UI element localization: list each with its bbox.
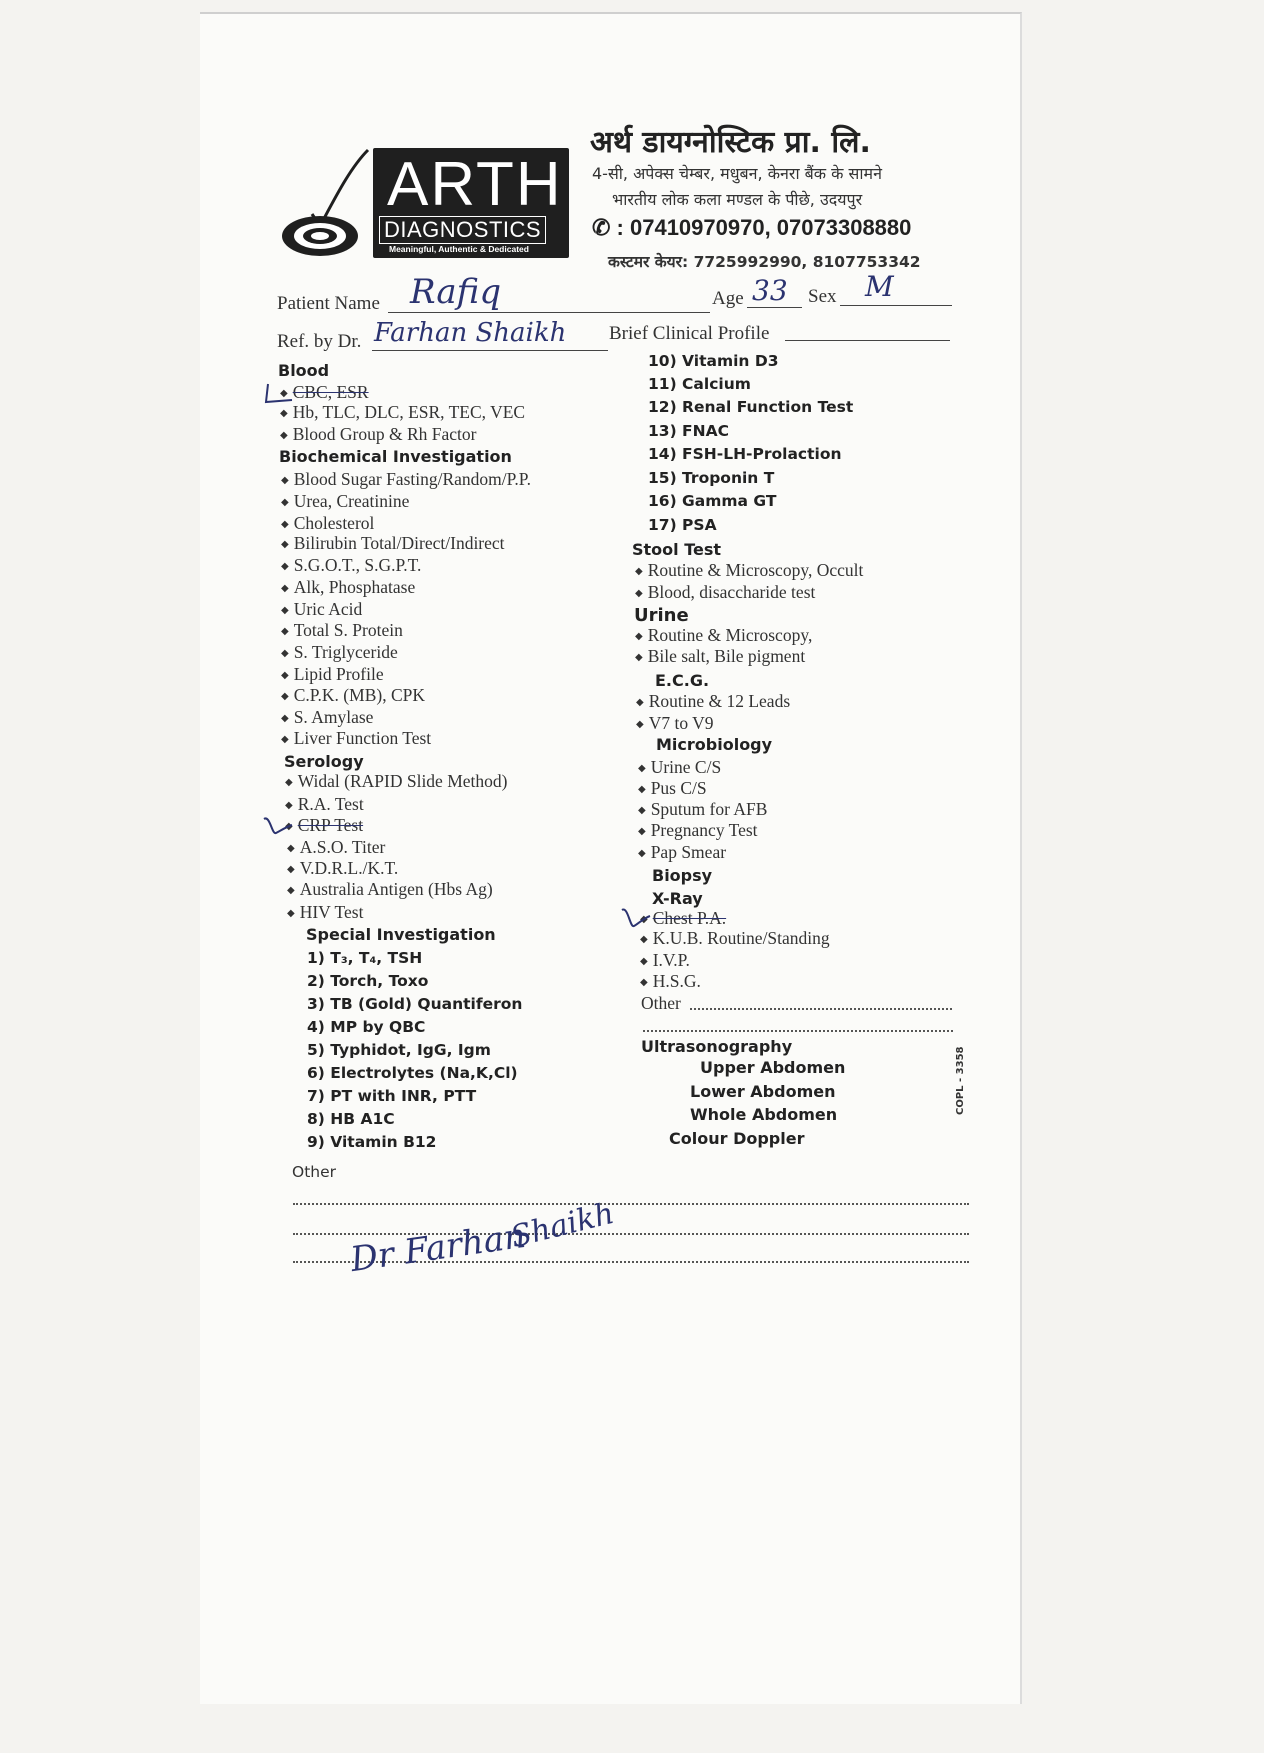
ref-doctor-value: Farhan Shaikh — [374, 318, 567, 348]
logo-tagline: Meaningful, Authentic & Dedicated — [389, 244, 529, 254]
special-1[interactable]: 1) T₃, T₄, TSH — [307, 949, 423, 967]
clinical-profile-label: Brief Clinical Profile — [609, 323, 770, 344]
section-xray: X-Ray — [652, 889, 703, 908]
age-label: Age — [712, 288, 744, 309]
special-12[interactable]: 12) Renal Function Test — [648, 398, 854, 416]
special-10[interactable]: 10) Vitamin D3 — [648, 352, 779, 370]
logo-emblem-icon — [280, 148, 375, 260]
usg-lower-abdomen[interactable]: Lower Abdomen — [690, 1082, 836, 1101]
test-ivp[interactable]: ◆ I.V.P. — [640, 950, 690, 970]
special-16[interactable]: 16) Gamma GT — [648, 492, 777, 510]
test-urea[interactable]: ◆ Urea, Creatinine — [281, 491, 410, 511]
age-value: 33 — [752, 274, 788, 307]
section-special: Special Investigation — [306, 925, 496, 944]
sex-label: Sex — [808, 286, 837, 307]
test-uric-acid[interactable]: ◆ Uric Acid — [281, 599, 363, 619]
special-4[interactable]: 4) MP by QBC — [307, 1018, 426, 1036]
section-ultrasonography: Ultrasonography — [641, 1037, 793, 1056]
section-microbiology: Microbiology — [656, 735, 773, 754]
special-6[interactable]: 6) Electrolytes (Na,K,Cl) — [307, 1064, 518, 1082]
test-bile-salt[interactable]: ◆ Bile salt, Bile pigment — [635, 646, 806, 666]
test-widal[interactable]: ◆ Widal (RAPID Slide Method) — [285, 771, 508, 791]
clinical-profile-line — [785, 340, 950, 341]
xray-other-line-1[interactable] — [690, 1008, 952, 1010]
test-v7-v9[interactable]: ◆ V7 to V9 — [636, 713, 714, 733]
test-crp[interactable]: ◆ CRP Test — [285, 815, 364, 835]
address-line-2: भारतीय लोक कला मण्डल के पीछे, उदयपुर — [612, 190, 863, 209]
other-line-1[interactable] — [293, 1203, 969, 1205]
signature-line-1: Dr Farhan — [348, 1215, 529, 1281]
special-14[interactable]: 14) FSH-LH-Prolaction — [648, 445, 842, 463]
patient-name-line — [388, 312, 710, 313]
section-biochemical: Biochemical Investigation — [279, 447, 512, 466]
test-urine-routine[interactable]: ◆ Routine & Microscopy, — [635, 625, 813, 645]
special-11[interactable]: 11) Calcium — [648, 375, 751, 393]
test-cpk[interactable]: ◆ C.P.K. (MB), CPK — [281, 685, 425, 705]
other-label: Other — [292, 1163, 337, 1181]
test-pregnancy[interactable]: ◆ Pregnancy Test — [638, 820, 758, 840]
sex-line — [840, 305, 952, 306]
test-triglyceride[interactable]: ◆ S. Triglyceride — [281, 642, 398, 662]
test-stool-blood[interactable]: ◆ Blood, disaccharide test — [635, 582, 816, 602]
special-7[interactable]: 7) PT with INR, PTT — [307, 1087, 477, 1105]
section-urine: Urine — [634, 605, 689, 626]
ref-doctor-label: Ref. by Dr. — [277, 331, 362, 352]
test-ecg-routine[interactable]: ◆ Routine & 12 Leads — [636, 691, 791, 711]
test-chest-pa[interactable]: ◆ Chest P.A. — [640, 908, 727, 928]
logo — [373, 148, 569, 258]
special-13[interactable]: 13) FNAC — [648, 422, 729, 440]
test-sgot[interactable]: ◆ S.G.O.T., S.G.P.T. — [281, 555, 422, 575]
test-hiv[interactable]: ◆ HIV Test — [287, 902, 364, 922]
test-aso[interactable]: ◆ A.S.O. Titer — [287, 837, 386, 857]
test-pap-smear[interactable]: ◆ Pap Smear — [638, 842, 727, 862]
test-lft[interactable]: ◆ Liver Function Test — [281, 728, 432, 748]
usg-whole-abdomen[interactable]: Whole Abdomen — [690, 1105, 838, 1124]
address-line-1: 4-सी, अपेक्स चेम्बर, मधुबन, केनरा बैंक के सामने — [592, 164, 882, 183]
tick-mark-icon — [262, 382, 296, 406]
customer-care: कस्टमर केयर: 7725992990, 8107753342 — [608, 253, 921, 271]
test-cbc-esr[interactable]: ◆ CBC, ESR — [280, 382, 369, 402]
usg-upper-abdomen[interactable]: Upper Abdomen — [700, 1058, 846, 1077]
logo-subtitle: DIAGNOSTICS — [379, 216, 546, 244]
special-2[interactable]: 2) Torch, Toxo — [307, 972, 429, 990]
test-australia-antigen[interactable]: ◆ Australia Antigen (Hbs Ag) — [287, 879, 493, 899]
test-urine-cs[interactable]: ◆ Urine C/S — [638, 757, 722, 777]
section-stool: Stool Test — [632, 540, 722, 559]
special-9[interactable]: 9) Vitamin B12 — [307, 1133, 437, 1151]
tick-mark-icon — [262, 815, 296, 839]
signature-line-2: Shaikh — [507, 1195, 618, 1256]
test-ra[interactable]: ◆ R.A. Test — [285, 794, 364, 814]
xray-other-label: Other — [641, 993, 681, 1013]
ref-doctor-line — [372, 350, 608, 351]
test-bilirubin[interactable]: ◆ Bilirubin Total/Direct/Indirect — [281, 533, 505, 553]
section-blood: Blood — [278, 361, 330, 380]
test-sputum-afb[interactable]: ◆ Sputum for AFB — [638, 799, 768, 819]
patient-name-label: Patient Name — [277, 293, 380, 314]
test-blood-sugar[interactable]: ◆ Blood Sugar Fasting/Random/P.P. — [281, 469, 531, 489]
special-3[interactable]: 3) TB (Gold) Quantiferon — [307, 995, 523, 1013]
special-8[interactable]: 8) HB A1C — [307, 1110, 395, 1128]
special-17[interactable]: 17) PSA — [648, 516, 717, 534]
sex-value: M — [865, 270, 894, 303]
special-15[interactable]: 15) Troponin T — [648, 469, 775, 487]
section-biopsy: Biopsy — [652, 866, 713, 885]
test-kub[interactable]: ◆ K.U.B. Routine/Standing — [640, 928, 830, 948]
test-amylase[interactable]: ◆ S. Amylase — [281, 707, 374, 727]
test-stool-routine[interactable]: ◆ Routine & Microscopy, Occult — [635, 560, 864, 580]
age-line — [747, 307, 802, 308]
special-5[interactable]: 5) Typhidot, IgG, Igm — [307, 1041, 491, 1059]
phone-numbers: ✆ : 07410970970, 07073308880 — [592, 215, 912, 240]
test-cholesterol[interactable]: ◆ Cholesterol — [281, 513, 375, 533]
logo-name: ARTH — [387, 150, 563, 219]
section-serology: Serology — [284, 752, 364, 771]
xray-other-line-2[interactable] — [643, 1030, 953, 1032]
test-pus-cs[interactable]: ◆ Pus C/S — [638, 778, 707, 798]
hindi-company-name: अर्थ डायग्नोस्टिक प्रा. लि. — [590, 125, 871, 160]
tick-mark-icon — [620, 906, 654, 932]
test-hsg[interactable]: ◆ H.S.G. — [640, 971, 701, 991]
test-blood-group[interactable]: ◆ Blood Group & Rh Factor — [280, 424, 477, 444]
test-lipid-profile[interactable]: ◆ Lipid Profile — [281, 664, 384, 684]
usg-colour-doppler[interactable]: Colour Doppler — [669, 1129, 805, 1148]
test-vdrl[interactable]: ◆ V.D.R.L./K.T. — [287, 858, 399, 878]
form-code: COPL - 3358 — [955, 1046, 966, 1115]
test-alk-phosphatase[interactable]: ◆ Alk, Phosphatase — [281, 577, 416, 597]
patient-name-value: Rafiq — [410, 272, 502, 312]
section-ecg: E.C.G. — [655, 671, 710, 690]
test-hb-tlc[interactable]: ◆ Hb, TLC, DLC, ESR, TEC, VEC — [280, 402, 526, 422]
test-total-protein[interactable]: ◆ Total S. Protein — [281, 620, 403, 640]
